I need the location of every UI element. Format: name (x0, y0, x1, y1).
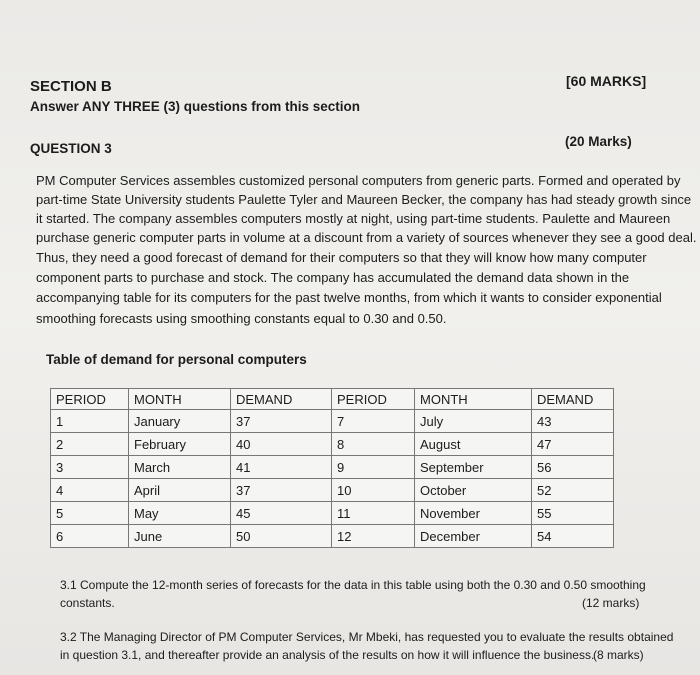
table-row (51, 525, 614, 548)
paragraph-line: PM Computer Services assembles customized personal computers from generic parts. Formed and operated by (36, 173, 681, 188)
task-3-2-line: in question 3.1, and thereafter provide an analysis of the results on how it will influence the business. (60, 648, 595, 662)
section-marks: [60 MARKS] (566, 73, 647, 89)
paragraph-line: it started. The company assembles computers mostly at night, using part-time students. Paulette and Maureen (36, 211, 671, 226)
table-cell: 40 (231, 433, 332, 456)
table-row (51, 410, 614, 433)
table-cell: 56 (532, 456, 614, 479)
header-cell: DEMAND (532, 389, 614, 410)
table-cell: June (129, 525, 231, 548)
table-cell: 12 (332, 525, 415, 548)
table-row (51, 456, 614, 479)
table-cell: October (415, 479, 532, 502)
paragraph-line: smoothing forecasts using smoothing constants equal to 0.30 and 0.50. (36, 311, 447, 326)
task-3-2-line: 3.2 The Managing Director of PM Computer Services, Mr Mbeki, has requested you to evaluate the results obtained (60, 630, 674, 644)
table-cell: March (129, 456, 231, 479)
table-cell: September (415, 456, 532, 479)
table-cell: 50 (231, 525, 332, 548)
section-title: SECTION B (30, 78, 112, 95)
paragraph-line: component parts to purchase and stock. The company has accumulated the demand data shown in the (36, 270, 630, 285)
table-cell: 45 (231, 502, 332, 525)
table-cell: May (129, 502, 231, 525)
paragraph-line: accompanying table for its computers for the past twelve months, from which it wants to consider exponential (36, 290, 662, 305)
table-cell: December (415, 525, 532, 548)
table-cell: 5 (51, 502, 129, 525)
task-3-2-marks: (8 marks) (593, 648, 644, 662)
table-row (51, 502, 614, 525)
section-instruction: Answer ANY THREE (3) questions from this section (30, 99, 361, 114)
paragraph-line: Thus, they need a good forecast of demand for their computers so that they will know how many computer (36, 250, 647, 265)
table-cell: 10 (332, 479, 415, 502)
header-cell: PERIOD (51, 389, 129, 410)
table-cell: 8 (332, 433, 415, 456)
table-cell: 7 (332, 410, 415, 433)
table-cell: 2 (51, 433, 129, 456)
header-cell: PERIOD (332, 389, 415, 410)
header-cell: MONTH (415, 389, 532, 410)
table-row (51, 433, 614, 456)
table-cell: 1 (51, 410, 129, 433)
table-cell: 52 (532, 479, 614, 502)
table-cell: February (129, 433, 231, 456)
header-cell: DEMAND (231, 389, 332, 410)
header-cell: MONTH (129, 389, 231, 410)
table-cell: 37 (231, 410, 332, 433)
paragraph-line: purchase generic computer parts in volume at a discount from a variety of sources whenever they see a good deal. (36, 230, 697, 245)
table-cell: April (129, 479, 231, 502)
table-cell: 11 (332, 502, 415, 525)
table-header-row (51, 389, 614, 410)
table-cell: 43 (532, 410, 614, 433)
table-cell: 3 (51, 456, 129, 479)
table-cell: November (415, 502, 532, 525)
table-cell: 37 (231, 479, 332, 502)
table-cell: 4 (51, 479, 129, 502)
table-cell: 6 (51, 525, 129, 548)
table-cell: 41 (231, 456, 332, 479)
table-row (51, 479, 614, 502)
task-3-1-marks: (12 marks) (582, 596, 640, 610)
table-cell: 47 (532, 433, 614, 456)
table-cell: January (129, 410, 231, 433)
table-cell: August (415, 433, 532, 456)
question-title: QUESTION 3 (30, 141, 112, 156)
task-3-1-line: 3.1 Compute the 12-month series of forecasts for the data in this table using both the 0.30 and 0.50 smoothing (60, 578, 646, 592)
table-cell: 55 (532, 502, 614, 525)
paragraph-line: part-time State University students Paulette Tyler and Maureen Becker, the company has had steady growth since (36, 192, 692, 207)
table-cell: 9 (332, 456, 415, 479)
table-cell: 54 (532, 525, 614, 548)
task-3-1-line: constants. (60, 596, 115, 610)
demand-table (50, 388, 614, 548)
table-cell: July (415, 410, 532, 433)
question-marks: (20 Marks) (565, 134, 632, 149)
table-caption: Table of demand for personal computers (46, 352, 307, 367)
